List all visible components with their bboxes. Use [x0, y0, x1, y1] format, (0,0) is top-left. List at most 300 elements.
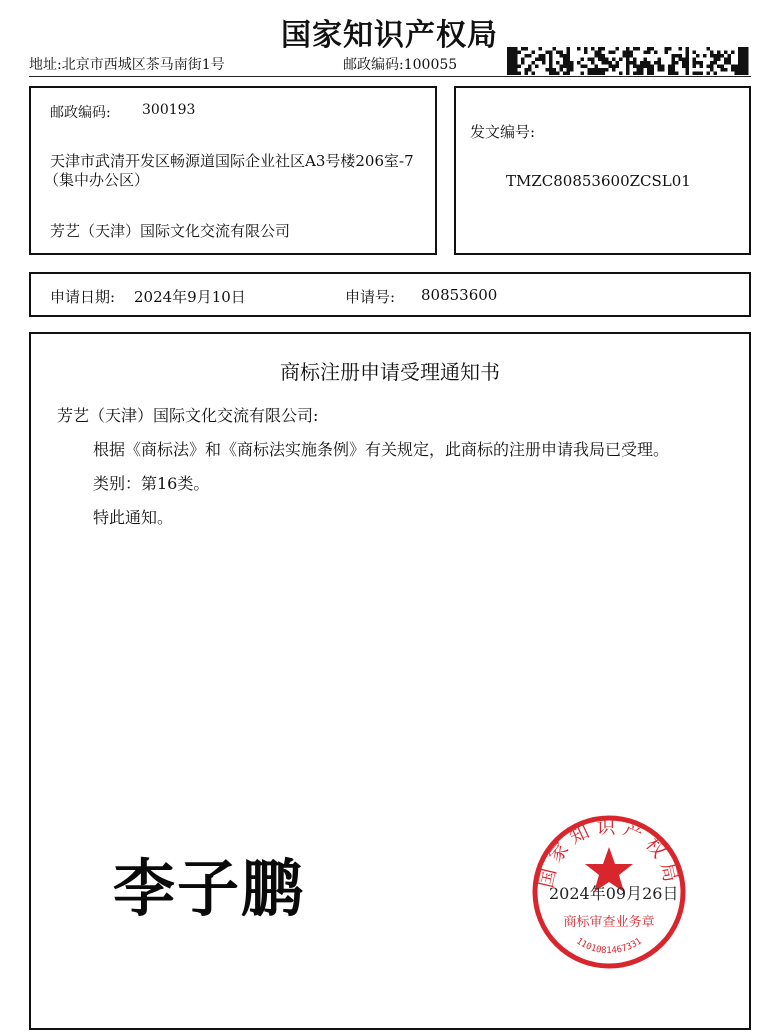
barcode-module [682, 58, 686, 62]
barcode-module [563, 54, 567, 58]
barcode-module [602, 72, 606, 76]
barcode-module [682, 65, 686, 69]
barcode-module [745, 68, 749, 72]
barcode-module [745, 51, 749, 55]
barcode-module [598, 51, 602, 55]
barcode-module [675, 61, 679, 65]
barcode-module [693, 65, 697, 69]
barcode-module [525, 47, 529, 51]
barcode-module [567, 65, 571, 69]
notice-body: 根据《商标法》和《商标法实施条例》有关规定，此商标的注册申请我局已受理。 [93, 440, 670, 459]
barcode-module [742, 61, 746, 65]
barcode-module [738, 58, 742, 62]
barcode-module [511, 65, 515, 69]
barcode-module [616, 47, 620, 51]
barcode-module [521, 58, 525, 62]
barcode-module [514, 61, 518, 65]
barcode-module [507, 65, 511, 69]
barcode-module [619, 72, 623, 76]
barcode-module [714, 61, 718, 65]
barcode-module [626, 65, 630, 69]
barcode-module [588, 68, 592, 72]
barcode-module [588, 58, 592, 62]
barcode-module [507, 51, 511, 55]
barcode-module [532, 61, 536, 65]
barcode-module [553, 72, 557, 76]
barcode-module [577, 47, 581, 51]
barcode-module [717, 58, 721, 62]
barcode-module [507, 58, 511, 62]
barcode-module [511, 72, 515, 76]
barcode-module [672, 54, 676, 58]
barcode-module [703, 54, 707, 58]
barcode-module [707, 65, 711, 69]
barcode-module [630, 61, 634, 65]
barcode-module [745, 65, 749, 69]
barcode-module [511, 51, 515, 55]
barcode-module [696, 72, 700, 76]
barcode-module [619, 58, 623, 62]
barcode-module [675, 54, 679, 58]
barcode-module [567, 51, 571, 55]
barcode-module [668, 68, 672, 72]
barcode-module [570, 68, 574, 72]
barcode-module [700, 72, 704, 76]
barcode-module [616, 65, 620, 69]
barcode-module [717, 51, 721, 55]
barcode-module [514, 68, 518, 72]
application-number: 80853600 [421, 286, 498, 304]
recipient-address-line2: （集中办公区） [44, 171, 150, 189]
barcode-module [721, 68, 725, 72]
barcode-module [693, 58, 697, 62]
barcode-module [710, 54, 714, 58]
document-number-box [454, 86, 751, 255]
barcode-module [745, 72, 749, 76]
barcode-module [710, 65, 714, 69]
barcode-module [626, 47, 630, 51]
barcode-module [679, 47, 683, 51]
barcode-module [710, 51, 714, 55]
barcode-module [679, 58, 683, 62]
recipient-company: 芳艺（天津）国际文化交流有限公司 [50, 222, 291, 240]
barcode-module [735, 68, 739, 72]
barcode-module [567, 72, 571, 76]
barcode-module [598, 54, 602, 58]
barcode-module [539, 47, 543, 51]
barcode-module [549, 51, 553, 55]
barcode-module [542, 61, 546, 65]
barcode-module [647, 65, 651, 69]
barcode-module [539, 54, 543, 58]
barcode-module [626, 51, 630, 55]
barcode-module [658, 61, 662, 65]
barcode-module [542, 58, 546, 62]
barcode-module [686, 58, 690, 62]
seal-code: 1101081467331 [574, 936, 644, 957]
notice-box [29, 332, 751, 1030]
barcode-module [742, 54, 746, 58]
barcode-module [507, 54, 511, 58]
barcode-module [742, 47, 746, 51]
barcode-module [633, 65, 637, 69]
barcode-module [514, 72, 518, 76]
barcode-module [672, 68, 676, 72]
barcode-module [549, 72, 553, 76]
barcode-module [633, 61, 637, 65]
notice-addressee: 芳艺（天津）国际文化交流有限公司: [57, 406, 319, 425]
barcode-module [640, 68, 644, 72]
barcode-module [637, 47, 641, 51]
barcode-module [661, 65, 665, 69]
barcode-module [644, 65, 648, 69]
barcode-module [546, 51, 550, 55]
barcode-module [595, 68, 599, 72]
barcode-module [612, 51, 616, 55]
barcode-module [724, 68, 728, 72]
barcode-module [595, 72, 599, 76]
application-info-box [29, 272, 751, 317]
svg-text:1101081467331 [574, 937, 644, 957]
barcode-module [591, 72, 595, 76]
barcode-module [693, 72, 697, 76]
barcode-module [535, 58, 539, 62]
barcode-module [647, 61, 651, 65]
barcode-module [693, 51, 697, 55]
barcode-module [651, 72, 655, 76]
barcode-module [507, 68, 511, 72]
barcode-module [686, 68, 690, 72]
barcode-module [738, 72, 742, 76]
barcode-module [609, 65, 613, 69]
notice-class: 类别：第16类。 [93, 474, 210, 493]
page-title: 国家知识产权局 [281, 18, 498, 53]
barcode-module [742, 58, 746, 62]
notice-closing: 特此通知。 [93, 508, 174, 527]
barcode-module [570, 61, 574, 65]
barcode-module [745, 54, 749, 58]
barcode-module [602, 61, 606, 65]
seal-date: 2024年09月26日 [549, 884, 679, 903]
barcode-module [514, 65, 518, 69]
barcode-module [640, 61, 644, 65]
barcode-module [518, 72, 522, 76]
barcode-module [595, 54, 599, 58]
barcode-module [735, 65, 739, 69]
barcode-module [535, 65, 539, 69]
barcode-module [584, 51, 588, 55]
barcode-module [710, 68, 714, 72]
barcode-module [581, 58, 585, 62]
barcode-module [668, 72, 672, 76]
barcode-module [651, 68, 655, 72]
barcode-module [549, 54, 553, 58]
barcode-module [651, 47, 655, 51]
recipient-address-line1: 天津市武清开发区畅源道国际企业社区A3号楼206室-7 [50, 152, 414, 170]
barcode-module [700, 65, 704, 69]
barcode-module [640, 65, 644, 69]
office-postcode: 邮政编码:100055 [343, 57, 458, 73]
document-number: TMZC80853600ZCSL01 [506, 172, 691, 190]
barcode-module [661, 68, 665, 72]
barcode-module [511, 68, 515, 72]
barcode-module [560, 51, 564, 55]
barcode-module [570, 65, 574, 69]
barcode-module [721, 54, 725, 58]
barcode-module [696, 54, 700, 58]
barcode-module [602, 68, 606, 72]
barcode-module [528, 54, 532, 58]
barcode-module [710, 61, 714, 65]
barcode-module [721, 65, 725, 69]
barcode-module [598, 58, 602, 62]
barcode-module [560, 68, 564, 72]
barcode-module [525, 72, 529, 76]
barcode-module [651, 65, 655, 69]
barcode-module [738, 51, 742, 55]
barcode-module [658, 65, 662, 69]
barcode-module [714, 54, 718, 58]
barcode-module [679, 54, 683, 58]
barcode-module [728, 58, 732, 62]
barcode-module [514, 47, 518, 51]
barcode-module [539, 58, 543, 62]
barcode-module [644, 58, 648, 62]
barcode-module [707, 47, 711, 51]
barcode-module [644, 51, 648, 55]
barcode-module [567, 58, 571, 62]
barcode-module [745, 61, 749, 65]
barcode-module [560, 65, 564, 69]
barcode-module [623, 54, 627, 58]
barcode-module [511, 58, 515, 62]
barcode-module [532, 51, 536, 55]
barcode-module [626, 54, 630, 58]
office-address: 地址:北京市西城区茶马南街1号 [29, 57, 225, 73]
barcode-module [507, 61, 511, 65]
barcode-module [731, 68, 735, 72]
barcode-module [581, 72, 585, 76]
barcode-module [563, 65, 567, 69]
barcode-module [658, 68, 662, 72]
barcode-module [591, 61, 595, 65]
barcode-module [686, 65, 690, 69]
barcode-module [658, 58, 662, 62]
barcode-module [591, 68, 595, 72]
barcode-module [584, 47, 588, 51]
barcode-module [668, 47, 672, 51]
application-date-label: 申请日期: [50, 288, 116, 306]
barcode-module [731, 51, 735, 55]
barcode-module [633, 58, 637, 62]
barcode-module [633, 72, 637, 76]
barcode-module [626, 61, 630, 65]
barcode-module [693, 61, 697, 65]
barcode-module [560, 54, 564, 58]
handwritten-signature: 李子鹏 [113, 852, 306, 925]
barcode-module [598, 47, 602, 51]
barcode-module [602, 54, 606, 58]
barcode-module [542, 54, 546, 58]
barcode-module [598, 68, 602, 72]
barcode-module [647, 72, 651, 76]
barcode-module [714, 58, 718, 62]
barcode-module [595, 65, 599, 69]
seal-arc-text: 国家知识产权局 [535, 816, 683, 890]
barcode-module [668, 65, 672, 69]
application-date: 2024年9月10日 [134, 288, 246, 306]
barcode-module [644, 61, 648, 65]
barcode-module [738, 61, 742, 65]
recipient-postcode: 300193 [142, 102, 196, 118]
barcode-module [724, 58, 728, 62]
header-divider [29, 76, 751, 77]
barcode-module [567, 61, 571, 65]
barcode-module [602, 47, 606, 51]
barcode-module [742, 68, 746, 72]
barcode-module [686, 54, 690, 58]
barcode-module [514, 54, 518, 58]
qr-code-strip [507, 47, 749, 75]
barcode-module [521, 61, 525, 65]
barcode-module [637, 68, 641, 72]
barcode-module [563, 61, 567, 65]
barcode-module [609, 61, 613, 65]
barcode-module [525, 68, 529, 72]
barcode-module [682, 61, 686, 65]
barcode-module [623, 51, 627, 55]
barcode-module [654, 51, 658, 55]
barcode-module [549, 68, 553, 72]
barcode-module [675, 72, 679, 76]
barcode-module [567, 54, 571, 58]
barcode-module [507, 72, 511, 76]
barcode-module [511, 54, 515, 58]
barcode-module [546, 68, 550, 72]
barcode-module [584, 65, 588, 69]
barcode-module [609, 51, 613, 55]
barcode-module [686, 47, 690, 51]
recipient-box [29, 86, 437, 255]
barcode-module [514, 51, 518, 55]
barcode-module [556, 72, 560, 76]
barcode-module [696, 61, 700, 65]
barcode-module [724, 51, 728, 55]
barcode-module [518, 65, 522, 69]
barcode-module [616, 61, 620, 65]
barcode-module [626, 68, 630, 72]
barcode-module [742, 65, 746, 69]
barcode-module [581, 65, 585, 69]
barcode-module [637, 65, 641, 69]
barcode-module [633, 47, 637, 51]
barcode-module [549, 58, 553, 62]
barcode-module [731, 65, 735, 69]
barcode-module [567, 47, 571, 51]
barcode-module [686, 72, 690, 76]
barcode-module [553, 68, 557, 72]
barcode-module [556, 51, 560, 55]
barcode-module [735, 72, 739, 76]
barcode-module [511, 61, 515, 65]
barcode-module [707, 72, 711, 76]
barcode-module [528, 68, 532, 72]
barcode-module [612, 58, 616, 62]
notice-title: 商标注册申请受理通知书 [280, 360, 500, 384]
barcode-module [686, 51, 690, 55]
recipient-postcode-label: 邮政编码: [50, 105, 111, 121]
barcode-module [665, 51, 669, 55]
barcode-module [672, 61, 676, 65]
barcode-module [612, 65, 616, 69]
barcode-module [556, 61, 560, 65]
barcode-module [626, 58, 630, 62]
barcode-module [672, 58, 676, 62]
application-number-label: 申请号: [345, 288, 396, 306]
barcode-module [654, 61, 658, 65]
barcode-module [745, 47, 749, 51]
barcode-module [738, 68, 742, 72]
barcode-module [738, 54, 742, 58]
barcode-module [595, 51, 599, 55]
barcode-module [742, 51, 746, 55]
barcode-module [588, 72, 592, 76]
barcode-module [591, 47, 595, 51]
barcode-module [717, 65, 721, 69]
barcode-module [553, 47, 557, 51]
barcode-module [672, 65, 676, 69]
barcode-module [521, 47, 525, 51]
barcode-module [549, 65, 553, 69]
barcode-module [647, 68, 651, 72]
barcode-module [605, 68, 609, 72]
barcode-module [602, 58, 606, 62]
barcode-module [507, 47, 511, 51]
barcode-module [630, 54, 634, 58]
barcode-module [745, 58, 749, 62]
barcode-module [728, 61, 732, 65]
barcode-module [605, 58, 609, 62]
barcode-module [528, 65, 532, 69]
barcode-module [640, 72, 644, 76]
barcode-module [700, 61, 704, 65]
barcode-module [742, 72, 746, 76]
barcode-module [738, 47, 742, 51]
barcode-module [738, 65, 742, 69]
barcode-module [686, 61, 690, 65]
barcode-module [577, 61, 581, 65]
barcode-module [626, 72, 630, 76]
barcode-module [612, 68, 616, 72]
barcode-module [563, 58, 567, 62]
barcode-module [647, 51, 651, 55]
barcode-module [724, 61, 728, 65]
barcode-module [630, 51, 634, 55]
barcode-module [647, 47, 651, 51]
barcode-module [717, 54, 721, 58]
barcode-module [518, 51, 522, 55]
barcode-module [728, 54, 732, 58]
barcode-module [714, 72, 718, 76]
barcode-module [549, 61, 553, 65]
barcode-module [672, 72, 676, 76]
barcode-module [525, 54, 529, 58]
barcode-module [532, 72, 536, 76]
barcode-module [665, 47, 669, 51]
barcode-module [605, 61, 609, 65]
barcode-module [511, 47, 515, 51]
document-number-label: 发文编号: [470, 123, 536, 141]
